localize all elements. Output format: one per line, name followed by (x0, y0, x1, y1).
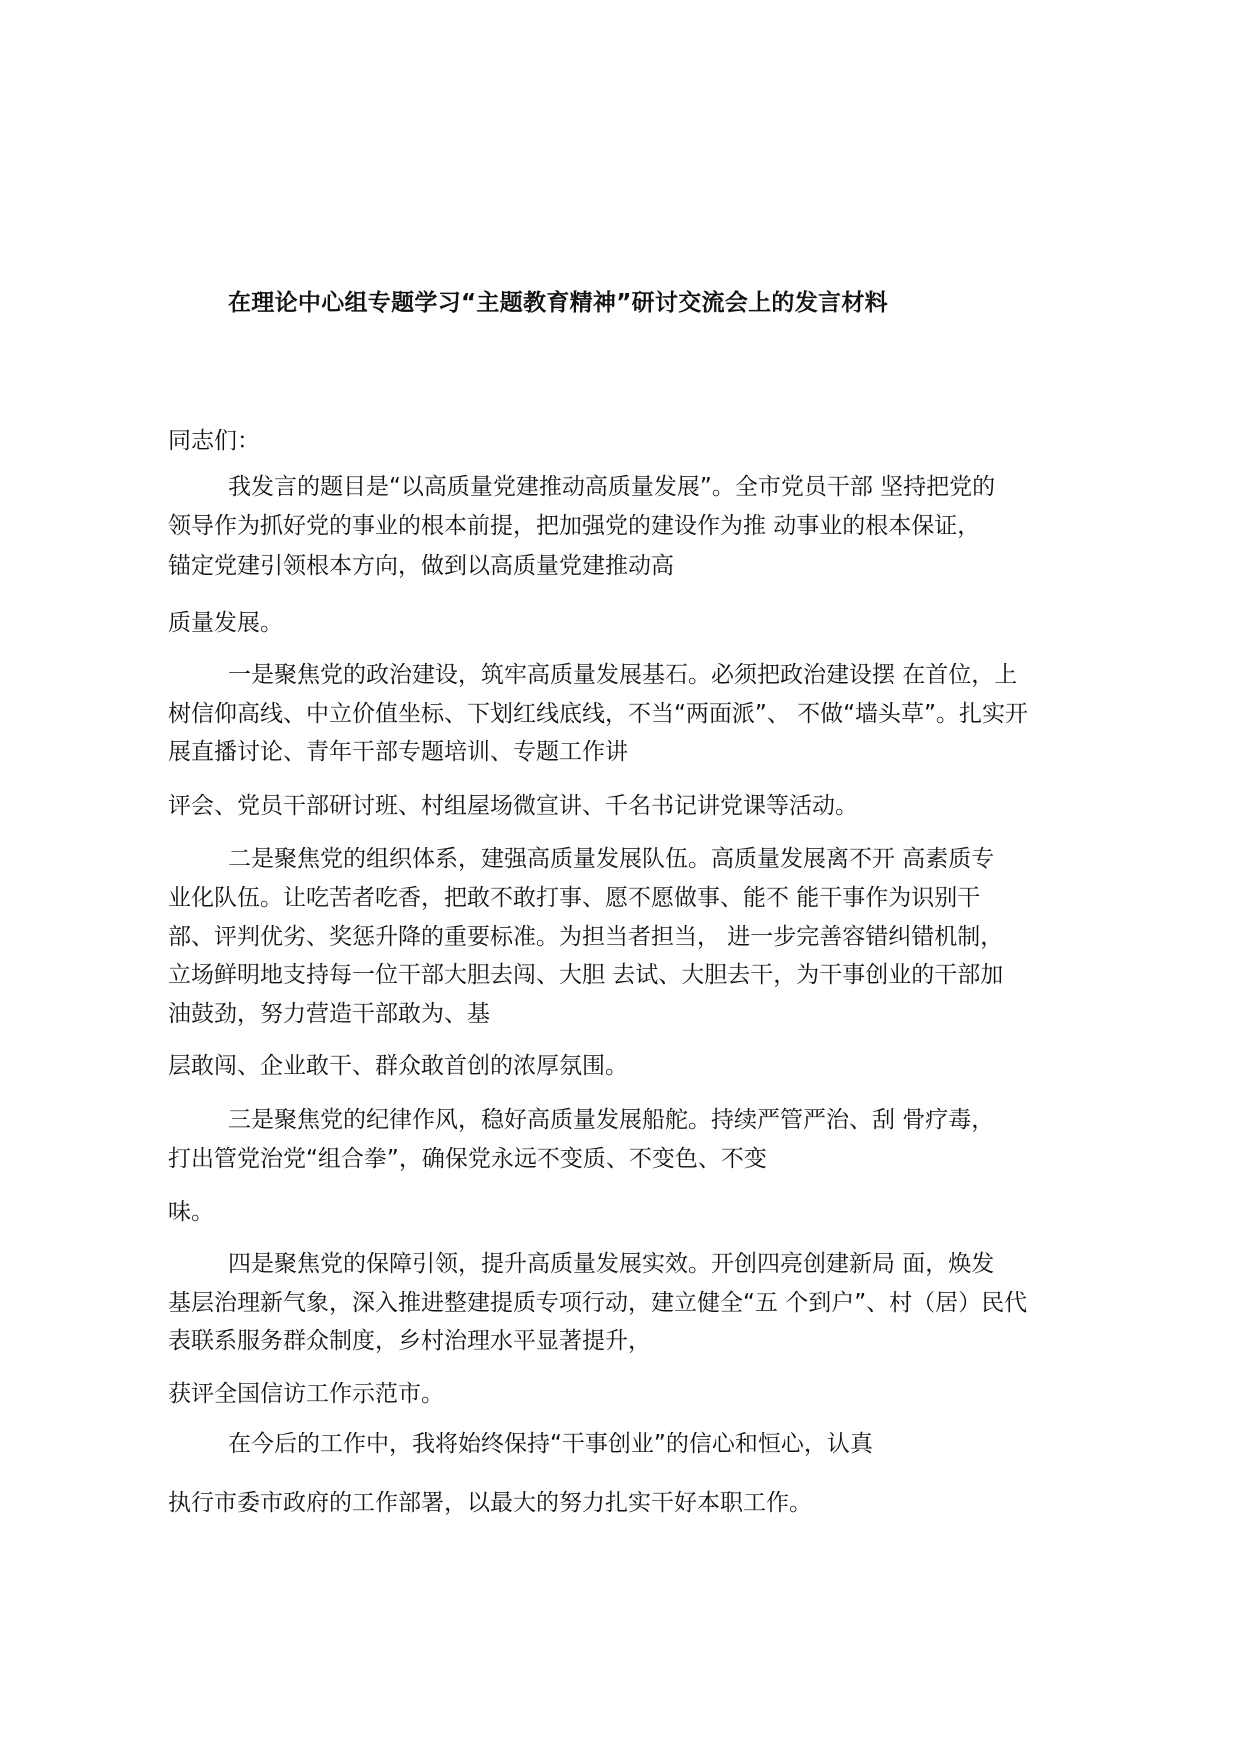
document-title: 在理论中心组专题学习“主题教育精神”研讨交流会上的发言材料 (228, 290, 888, 316)
paragraph-1-line-4: 质量发展。 (168, 610, 283, 636)
paragraph-3-line-2: 业化队伍。让吃苦者吃香，把敢不敢打事、愿不愿做事、能不 能干事作为识别干 (168, 885, 981, 911)
paragraph-5-line-3: 表联系服务群众制度，乡村治理水平显著提升， (168, 1328, 651, 1354)
paragraph-2-line-3: 展直播讨论、青年干部专题培训、专题工作讲 (168, 739, 628, 765)
paragraph-5-line-1: 四是聚焦党的保障引领，提升高质量发展实效。开创四亮创建新局 面，焕发 (228, 1251, 995, 1277)
paragraph-6-line-1: 在今后的工作中，我将始终保持“干事创业”的信心和恒心，认真 (228, 1431, 873, 1457)
paragraph-4-line-2: 打出管党治党“组合拳”，确保党永远不变质、不变色、不变 (168, 1146, 767, 1172)
paragraph-1-line-1: 我发言的题目是“以高质量党建推动高质量发展”。全市党员干部 坚持把党的 (228, 474, 996, 500)
paragraph-2-line-1: 一是聚焦党的政治建设，筑牢高质量发展基石。必须把政治建设摆 在首位，上 (228, 662, 1018, 688)
paragraph-2-line-4: 评会、党员干部研讨班、村组屋场微宣讲、千名书记讲党课等活动。 (168, 793, 858, 819)
paragraph-3-line-1: 二是聚焦党的组织体系，建强高质量发展队伍。高质量发展离不开 高素质专 (228, 846, 995, 872)
paragraph-4-line-3: 味。 (168, 1199, 214, 1225)
salutation: 同志们： (168, 428, 260, 454)
paragraph-1-line-2: 领导作为抓好党的事业的根本前提，把加强党的建设作为推 动事业的根本保证， (168, 513, 981, 539)
paragraph-2-line-2: 树信仰高线、中立价值坐标、下划红线底线，不当“两面派”、 不做“墙头草”。扎实开 (168, 701, 1028, 727)
paragraph-6-line-2: 执行市委市政府的工作部署，以最大的努力扎实干好本职工作。 (168, 1490, 812, 1516)
paragraph-4-line-1: 三是聚焦党的纪律作风，稳好高质量发展船舵。持续严管严治、刮 骨疗毒， (228, 1107, 995, 1133)
paragraph-3-line-4: 立场鲜明地支持每一位干部大胆去闯、大胆 去试、大胆去干，为干事创业的干部加 (168, 962, 1004, 988)
paragraph-5-line-2: 基层治理新气象，深入推进整建提质专项行动，建立健全“五 个到户”、村（居）民代 (168, 1290, 1028, 1316)
paragraph-5-line-4: 获评全国信访工作示范市。 (168, 1381, 444, 1407)
paragraph-3-line-3: 部、评判优劣、奖惩升降的重要标准。为担当者担当， 进一步完善容错纠错机制， (168, 924, 1004, 950)
paragraph-3-line-5: 油鼓劲，努力营造干部敢为、基 (168, 1001, 490, 1027)
paragraph-1-line-3: 锚定党建引领根本方向，做到以高质量党建推动高 (168, 553, 674, 579)
paragraph-3-line-6: 层敢闯、企业敢干、群众敢首创的浓厚氛围。 (168, 1053, 628, 1079)
